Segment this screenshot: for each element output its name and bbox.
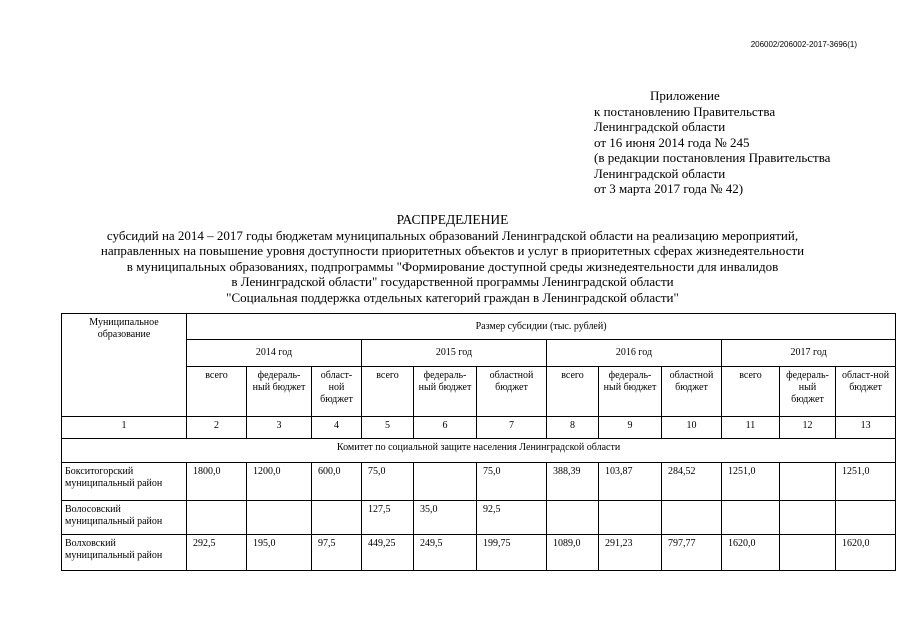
value-cell: 1620,0 [722,535,780,571]
value-cell [247,501,312,535]
table-row [62,535,896,571]
value-cell: 249,5 [414,535,477,571]
value-cell: 195,0 [247,535,312,571]
subheader-cell: всего [362,367,414,417]
subheader-cell: област-ной бюджет [836,367,896,417]
subheader-cell: областной бюджет [477,367,547,417]
subheader-cell: федераль-ный бюджет [414,367,477,417]
value-cell [662,501,722,535]
document-code: 206002/206002-2017-3696(1) [750,40,857,49]
subheader-cell: област-ной бюджет [312,367,362,417]
value-cell [780,501,836,535]
column-number: 11 [722,417,780,439]
value-cell [599,501,662,535]
column-number: 8 [547,417,599,439]
appendix-line: Приложение [650,88,720,103]
appendix-line: к постановлению Правительства [594,103,776,119]
value-cell: 292,5 [187,535,247,571]
column-number: 13 [836,417,896,439]
column-number: 12 [780,417,836,439]
subheader-cell: федераль-ный бюджет [599,367,662,417]
value-cell: 1251,0 [836,463,896,501]
column-number: 4 [312,417,362,439]
value-cell: 1200,0 [247,463,312,501]
column-number: 7 [477,417,547,439]
year-row [62,340,896,367]
year-header: 2016 год [547,340,722,367]
section-title: Комитет по социальной защите населения Ленинградской области [62,439,896,463]
column-number-row [62,417,896,439]
title-heading: РАСПРЕДЕЛЕНИЕ [396,212,509,227]
value-cell: 103,87 [599,463,662,501]
value-cell [414,463,477,501]
column-number: 9 [599,417,662,439]
subsidy-header: Размер субсидии (тыс. рублей) [187,314,896,340]
column-number: 1 [62,417,187,439]
value-cell: 35,0 [414,501,477,535]
header-row [62,314,896,340]
value-cell: 1251,0 [722,463,780,501]
section-row [62,439,896,463]
value-cell: 199,75 [477,535,547,571]
appendix-line: Ленинградской области [594,119,726,134]
value-cell [780,535,836,571]
value-cell: 388,39 [547,463,599,501]
subheader-cell: областной бюджет [662,367,722,417]
year-header: 2015 год [362,340,547,367]
subheader-cell: всего [187,367,247,417]
value-cell: 1620,0 [836,535,896,571]
value-cell: 797,77 [662,535,722,571]
document-title [0,212,905,305]
subheader-row [62,367,896,417]
muni-header: Муниципальное образование [62,314,187,417]
value-cell: 284,52 [662,463,722,501]
year-header: 2014 год [187,340,362,367]
subheader-cell: федераль-ный бюджет [780,367,836,417]
subheader-cell: всего [547,367,599,417]
value-cell: 75,0 [362,463,414,501]
subheader-cell: всего [722,367,780,417]
year-header: 2017 год [722,340,896,367]
value-cell: 449,25 [362,535,414,571]
table-row [62,463,896,501]
value-cell: 97,5 [312,535,362,571]
title-line: в Ленинградской области" государственной программы Ленинградской области [231,274,674,289]
subsidy-table [61,313,896,571]
value-cell [547,501,599,535]
municipality-name: Волховский муниципальный район [62,535,187,571]
appendix-line: (в редакции постановления Правительства [594,150,831,165]
appendix-line: от 3 марта 2017 года № 42) [594,181,744,196]
appendix-line: Ленинградской области [594,165,726,181]
title-line: субсидий на 2014 – 2017 годы бюджетам муниципальных образований Ленинградской области на реализацию мероприятий, [106,227,799,243]
table-row [62,501,896,535]
value-cell [780,463,836,501]
subheader-cell: федераль-ный бюджет [247,367,312,417]
title-line: направленных на повышение уровня доступности приоритетных объектов и услуг в приоритетных сферах жизнедеятельности [100,243,805,258]
title-line: "Социальная поддержка отдельных категорий граждан в Ленинградской области" [226,289,679,305]
value-cell: 127,5 [362,501,414,535]
value-cell: 600,0 [312,463,362,501]
column-number: 6 [414,417,477,439]
appendix-block [594,88,830,197]
value-cell: 75,0 [477,463,547,501]
value-cell: 291,23 [599,535,662,571]
value-cell [722,501,780,535]
column-number: 10 [662,417,722,439]
municipality-name: Волосовский муниципальный район [62,501,187,535]
column-number: 2 [187,417,247,439]
value-cell [187,501,247,535]
municipality-name: Бокситогорский муниципальный район [62,463,187,501]
title-line: в муниципальных образованиях, подпрограммы "Формирование доступной среды жизнедеятельности для инвалидов [126,258,779,274]
value-cell: 1089,0 [547,535,599,571]
value-cell: 1800,0 [187,463,247,501]
value-cell: 92,5 [477,501,547,535]
appendix-line: от 16 июня 2014 года № 245 [594,134,750,150]
value-cell [312,501,362,535]
value-cell [836,501,896,535]
column-number: 3 [247,417,312,439]
column-number: 5 [362,417,414,439]
